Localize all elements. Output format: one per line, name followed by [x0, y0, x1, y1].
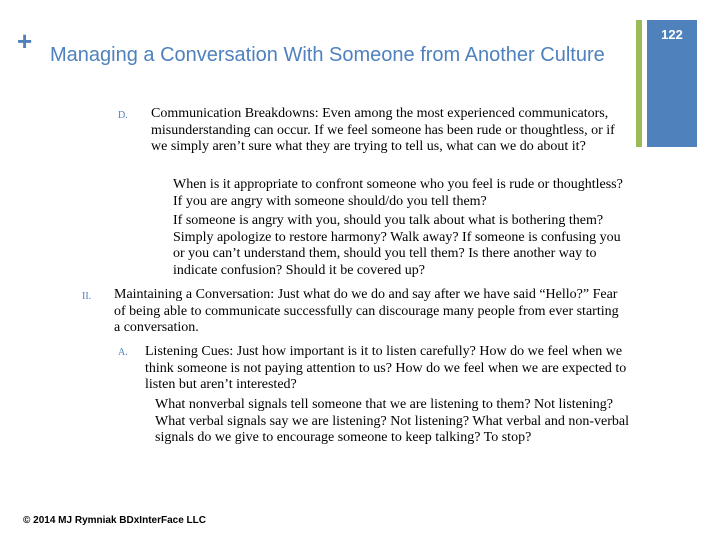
- sub-item-confront-question: When is it appropriate to confront someone who you feel is rude or thoughtless? If you are angry with someone should/do you tell them?: [173, 177, 623, 209]
- list-item-listening-cues: Listening Cues: Just how important is it to listen carefully? How do we feel when we think someone is not paying attention to us? How do we feel when we are expected to listen but aren’t interested?: [145, 344, 627, 392]
- plus-icon: +: [17, 26, 33, 56]
- copyright-footer: © 2014 MJ Rymniak BDxInterFace LLC: [23, 515, 206, 526]
- sub-item-angry-question: If someone is angry with you, should you talk about what is bothering them? Simply apologize to restore harmony? Walk away? If someone is confusing you or you can’t understand them, should you tell them? Is there another way to indicate confusion? Should it be covered up?: [173, 213, 621, 278]
- green-accent-bar: [636, 20, 642, 147]
- list-item-communication-breakdowns: Communication Breakdowns: Even among the most experienced communicators, misunderstanding can occur. If we feel someone has been rude or thoughtless, or if we simply aren’t sure what they are trying to tell us, what can we do about it?: [151, 106, 615, 154]
- sub-item-signals-question: What nonverbal signals tell someone that we are listening to them? Not listening? What verbal signals say we are listening? Not listening? What verbal and non-verbal signals do we give to encourage someone to keep talking? To stop?: [155, 397, 630, 445]
- list-marker-d: D.: [118, 110, 128, 121]
- slide-title: Managing a Conversation With Someone from Another Culture: [50, 44, 605, 66]
- page-number: 122: [661, 27, 683, 42]
- list-marker-a: A.: [118, 347, 128, 358]
- list-marker-ii: II.: [82, 291, 92, 302]
- list-item-maintaining-conversation: Maintaining a Conversation: Just what do we do and say after we have said “Hello?” Fear of being able to communicate successfully can discourage many people from ever starting a conversation.: [114, 287, 619, 335]
